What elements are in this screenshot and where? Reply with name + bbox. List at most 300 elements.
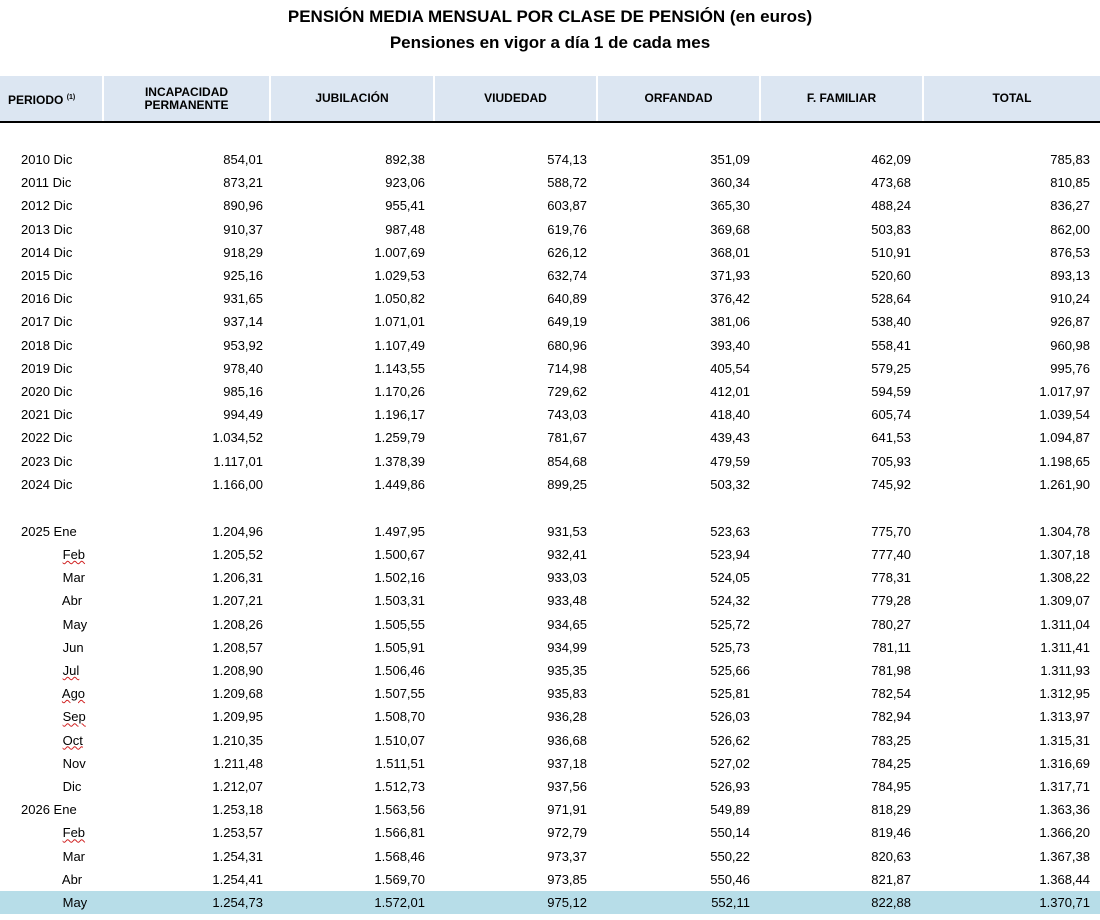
f-familiar-value: 783,25 [871,732,911,748]
period-month: Dic [53,244,73,260]
total-value: 1.315,31 [1039,732,1090,748]
period-year: 2026 [21,802,50,818]
viudedad-value: 936,68 [547,732,587,748]
period-cell [0,821,103,844]
jubilacion-value: 1.500,67 [374,547,425,563]
incapacidad-value: 1.034,52 [212,430,263,446]
f-familiar-value: 822,88 [760,891,923,914]
f-familiar-value: 784,25 [871,755,911,771]
table-row [0,473,1100,496]
period-cell [0,891,103,914]
incapacidad-value: 931,65 [223,291,263,307]
column-header-viudedad: VIUDEDAD [434,76,597,122]
period-cell [0,543,103,566]
table-row [0,821,1100,844]
viudedad-value: 934,99 [547,639,587,655]
incapacidad-value: 978,40 [223,360,263,376]
total-value: 1.308,22 [1039,570,1090,586]
table-row [0,844,1100,867]
f-familiar-value: 605,74 [871,407,911,423]
table-row [0,543,1100,566]
period-cell [0,194,103,217]
period-cell [0,566,103,589]
incapacidad-value: 1.166,00 [212,476,263,492]
period-month: Jul [62,663,80,679]
total-value: 1.017,97 [1039,383,1090,399]
viudedad-value: 574,13 [547,152,587,168]
period-month: Dic [53,407,73,423]
period-cell [0,310,103,333]
jubilacion-value: 1.510,07 [374,732,425,748]
table-body [0,122,1100,914]
orfandad-value: 368,01 [710,244,750,260]
orfandad-value: 550,14 [710,825,750,841]
jubilacion-value: 1.512,73 [374,778,425,794]
total-value: 910,24 [1050,291,1090,307]
jubilacion-value: 1.511,51 [375,755,425,771]
total-value: 1.313,97 [1039,709,1090,725]
jubilacion-value: 1.170,26 [374,383,425,399]
period-month: Dic [53,314,73,330]
f-familiar-value: 528,64 [871,291,911,307]
incapacidad-value: 1.207,21 [212,593,263,609]
incapacidad-value: 910,37 [223,221,263,237]
orfandad-value: 503,32 [710,476,750,492]
table-row [0,403,1100,426]
total-value: 1.363,36 [1039,802,1090,818]
period-month: Dic [53,430,73,446]
period-month: Mar [62,848,86,864]
period-cell [0,868,103,891]
total-value: 995,76 [1050,360,1090,376]
orfandad-value: 550,46 [710,871,750,887]
incapacidad-value: 925,16 [223,268,263,284]
table-row [0,752,1100,775]
table-row [0,310,1100,333]
period-month: May [62,894,88,910]
period-month: Dic [52,175,72,191]
table-row [0,775,1100,798]
incapacidad-value: 1.208,90 [212,663,263,679]
incapacidad-value: 873,21 [223,175,263,191]
table-row [0,264,1100,287]
period-month: Dic [53,383,73,399]
period-cell [0,775,103,798]
period-cell [0,264,103,287]
viudedad-value: 934,65 [547,616,587,632]
jubilacion-value: 955,41 [385,198,425,214]
f-familiar-value: 778,31 [871,570,911,586]
table-row [0,613,1100,636]
column-header-incapacidad: INCAPACIDAD PERMANENTE [103,76,270,122]
period-year: 2011 [21,175,49,191]
viudedad-value: 640,89 [547,291,587,307]
orfandad-value: 526,03 [710,709,750,725]
orfandad-value: 524,32 [710,593,750,609]
incapacidad-value: 1.205,52 [212,547,263,563]
period-cell [0,148,103,171]
period-month: Dic [53,198,73,214]
period-month: Dic [53,268,73,284]
jubilacion-value: 1.505,91 [374,639,425,655]
jubilacion-value: 1.503,31 [374,593,425,609]
orfandad-value: 479,59 [710,453,750,469]
f-familiar-value: 784,95 [871,778,911,794]
period-cell [0,705,103,728]
title-block [0,6,1100,54]
period-year: 2015 [21,268,50,284]
period-cell [0,752,103,775]
jubilacion-value: 923,06 [385,175,425,191]
column-header-f-familiar: F. FAMILIAR [760,76,923,122]
f-familiar-value: 641,53 [871,430,911,446]
viudedad-value: 619,76 [547,221,587,237]
viudedad-value: 632,74 [547,268,587,284]
period-cell [0,357,103,380]
total-value: 876,53 [1050,244,1090,260]
orfandad-value: 550,22 [710,848,750,864]
incapacidad-value: 1.206,31 [212,570,263,586]
orfandad-value: 439,43 [710,430,750,446]
f-familiar-value: 779,28 [871,593,911,609]
jubilacion-value: 1.196,17 [374,407,425,423]
viudedad-value: 935,83 [547,686,587,702]
total-value: 810,85 [1050,175,1090,191]
table-row [0,868,1100,891]
period-cell [0,473,103,496]
f-familiar-value: 777,40 [871,547,911,563]
period-month: Oct [62,732,83,748]
jubilacion-value: 1.071,01 [374,314,425,330]
period-month: May [62,616,88,632]
viudedad-value: 933,03 [547,570,587,586]
table-row [0,798,1100,821]
table-row [0,171,1100,194]
period-year: 2016 [21,291,50,307]
table-row [0,682,1100,705]
f-familiar-value: 473,68 [871,175,911,191]
table-row [0,357,1100,380]
orfandad-value: 552,11 [597,891,760,914]
orfandad-value: 526,93 [710,778,750,794]
viudedad-value: 899,25 [547,476,587,492]
table-row [0,566,1100,589]
orfandad-value: 381,06 [710,314,750,330]
period-year: 2013 [21,221,50,237]
period-cell [0,844,103,867]
f-familiar-value: 782,94 [871,709,911,725]
total-value: 1.309,07 [1039,593,1090,609]
incapacidad-value: 994,49 [223,407,263,423]
viudedad-value: 973,85 [547,871,587,887]
viudedad-value: 603,87 [547,198,587,214]
period-cell [0,520,103,543]
period-month: Dic [53,360,73,376]
total-value: 1.307,18 [1039,547,1090,563]
jubilacion-value: 987,48 [385,221,425,237]
orfandad-value: 405,54 [710,360,750,376]
f-familiar-value: 579,25 [871,360,911,376]
viudedad-value: 937,18 [547,755,587,771]
jubilacion-value: 1.007,69 [374,244,425,260]
table-row [0,218,1100,241]
period-cell [0,636,103,659]
jubilacion-value: 1.050,82 [374,291,425,307]
orfandad-value: 418,40 [710,407,750,423]
section-gap [0,496,1100,520]
orfandad-value: 526,62 [710,732,750,748]
viudedad-value: 972,79 [547,825,587,841]
period-year: 2025 [21,523,50,539]
page-title: PENSIÓN MEDIA MENSUAL POR CLASE DE PENSIÓN (en euros) [287,7,813,26]
incapacidad-value: 918,29 [223,244,263,260]
viudedad-value: 729,62 [547,383,587,399]
f-familiar-value: 462,09 [871,152,911,168]
period-cell [0,380,103,403]
f-familiar-value: 781,11 [872,639,911,655]
total-value: 1.368,44 [1039,871,1090,887]
f-familiar-value: 745,92 [871,476,911,492]
total-value: 1.312,95 [1039,686,1090,702]
period-year: 2023 [21,453,50,469]
orfandad-value: 351,09 [710,152,750,168]
incapacidad-value: 1.254,73 [103,891,270,914]
period-cell [0,613,103,636]
table-row [0,148,1100,171]
column-header-periodo: PERIODO $^{(1)}$ [0,76,103,122]
jubilacion-value: 1.508,70 [374,709,425,725]
jubilacion-value: 892,38 [385,152,425,168]
table-row [0,194,1100,217]
table-row [0,891,1100,914]
header-spacer [0,122,1100,148]
period-month: Nov [62,755,86,771]
orfandad-value: 524,05 [710,570,750,586]
period-month: Ene [53,802,77,818]
jubilacion-value: 1.507,55 [374,686,425,702]
f-familiar-value: 820,63 [871,848,911,864]
period-cell [0,659,103,682]
column-header-total: TOTAL [923,76,1100,122]
period-month: Mar [62,570,86,586]
incapacidad-value: 1.204,96 [212,523,263,539]
viudedad-value: 588,72 [547,175,587,191]
f-familiar-value: 782,54 [871,686,911,702]
period-month: Dic [53,476,73,492]
period-year: 2020 [21,383,50,399]
total-value: 1.304,78 [1039,523,1090,539]
viudedad-value: 932,41 [547,547,587,563]
f-familiar-value: 819,46 [871,825,911,841]
viudedad-value: 933,48 [547,593,587,609]
period-cell [0,426,103,449]
total-value: 1.198,65 [1039,453,1090,469]
viudedad-value: 626,12 [547,244,587,260]
incapacidad-value: 937,14 [223,314,263,330]
viudedad-value: 936,28 [547,709,587,725]
page-subtitle: Pensiones en vigor a día 1 de cada mes [389,33,711,52]
orfandad-value: 549,89 [710,802,750,818]
table-row [0,241,1100,264]
period-month: Feb [62,547,86,563]
incapacidad-value: 1.253,57 [212,825,263,841]
column-header-orfandad: ORFANDAD [597,76,760,122]
period-cell [0,589,103,612]
jubilacion-value: 1.259,79 [374,430,425,446]
orfandad-value: 393,40 [710,337,750,353]
period-month: Feb [62,825,86,841]
period-year: 2018 [21,337,50,353]
table-row [0,729,1100,752]
viudedad-value: 937,56 [547,778,587,794]
period-cell [0,798,103,821]
incapacidad-value: 1.209,68 [212,686,263,702]
jubilacion-value: 1.502,16 [374,570,425,586]
period-month: Abr [61,871,83,887]
orfandad-value: 523,63 [710,523,750,539]
total-value: 1.311,41 [1040,639,1090,655]
viudedad-value: 781,67 [547,430,587,446]
orfandad-value: 376,42 [710,291,750,307]
table-row [0,589,1100,612]
table-row [0,659,1100,682]
incapacidad-value: 890,96 [223,198,263,214]
f-familiar-value: 775,70 [871,523,911,539]
period-cell [0,682,103,705]
table-header [0,76,1100,122]
period-month: Sep [62,709,86,725]
total-value: 836,27 [1050,198,1090,214]
viudedad-value: 975,12 [434,891,597,914]
table-row [0,636,1100,659]
orfandad-value: 523,94 [710,547,750,563]
viudedad-value: 971,91 [547,802,587,818]
period-year: 2021 [21,407,50,423]
total-value: 1.317,71 [1039,778,1090,794]
incapacidad-value: 1.208,57 [212,639,263,655]
period-cell [0,729,103,752]
period-cell [0,449,103,472]
period-year: 2012 [21,198,50,214]
footnote-marker: (1) [66,93,76,101]
orfandad-value: 369,68 [710,221,750,237]
period-cell [0,287,103,310]
total-value: 785,83 [1050,152,1090,168]
f-familiar-value: 520,60 [871,268,911,284]
orfandad-value: 365,30 [710,198,750,214]
viudedad-value: 935,35 [547,663,587,679]
period-month: Dic [53,221,73,237]
viudedad-value: 973,37 [547,848,587,864]
f-familiar-value: 558,41 [871,337,911,353]
jubilacion-value: 1.378,39 [374,453,425,469]
f-familiar-value: 818,29 [871,802,911,818]
table-row [0,426,1100,449]
table-row [0,380,1100,403]
period-cell [0,403,103,426]
jubilacion-value: 1.568,46 [374,848,425,864]
total-value: 960,98 [1050,337,1090,353]
orfandad-value: 412,01 [710,383,750,399]
period-month: Ene [53,523,77,539]
jubilacion-value: 1.143,55 [374,360,425,376]
jubilacion-value: 1.563,56 [374,802,425,818]
period-month: Dic [53,152,73,168]
incapacidad-value: 1.210,35 [212,732,263,748]
incapacidad-value: 1.253,18 [212,802,263,818]
jubilacion-value: 1.497,95 [374,523,425,539]
jubilacion-value: 1.566,81 [374,825,425,841]
total-value: 1.316,69 [1039,755,1090,771]
viudedad-value: 714,98 [547,360,587,376]
period-month: Ago [61,686,86,702]
period-month: Dic [53,337,73,353]
incapacidad-value: 985,16 [223,383,263,399]
period-year: 2014 [21,244,50,260]
incapacidad-value: 854,01 [223,152,263,168]
jubilacion-value: 1.505,55 [374,616,425,632]
viudedad-value: 854,68 [547,453,587,469]
viudedad-value: 649,19 [547,314,587,330]
table-row [0,705,1100,728]
period-cell [0,218,103,241]
incapacidad-value: 1.254,41 [212,871,263,887]
jubilacion-value: 1.107,49 [374,337,425,353]
jubilacion-value: 1.029,53 [374,268,425,284]
jubilacion-value: 1.449,86 [374,476,425,492]
table-row [0,334,1100,357]
viudedad-value: 743,03 [547,407,587,423]
f-familiar-value: 488,24 [871,198,911,214]
f-familiar-value: 503,83 [871,221,911,237]
period-year: 2017 [21,314,50,330]
total-value: 926,87 [1050,314,1090,330]
total-value: 1.311,04 [1040,616,1090,632]
jubilacion-value: 1.572,01 [270,891,434,914]
orfandad-value: 525,81 [710,686,750,702]
orfandad-value: 525,73 [710,639,750,655]
viudedad-value: 680,96 [547,337,587,353]
f-familiar-value: 510,91 [871,244,911,260]
jubilacion-value: 1.506,46 [374,663,425,679]
orfandad-value: 525,72 [710,616,750,632]
orfandad-value: 527,02 [710,755,750,771]
incapacidad-value: 1.209,95 [212,709,263,725]
f-familiar-value: 821,87 [871,871,911,887]
incapacidad-value: 1.212,07 [212,778,263,794]
table-row [0,287,1100,310]
period-year: 2010 [21,152,50,168]
jubilacion-value: 1.569,70 [374,871,425,887]
period-month: Jun [62,639,84,655]
total-value: 862,00 [1050,221,1090,237]
period-year: 2019 [21,360,50,376]
pension-table [0,76,1100,914]
table-row [0,520,1100,543]
period-year: 2024 [21,476,50,492]
total-value: 1.094,87 [1039,430,1090,446]
table-row [0,449,1100,472]
total-value: 1.311,93 [1040,663,1090,679]
total-value: 893,13 [1050,268,1090,284]
f-familiar-value: 705,93 [871,453,911,469]
period-cell [0,334,103,357]
orfandad-value: 360,34 [710,175,750,191]
total-value: 1.367,38 [1039,848,1090,864]
period-year: 2022 [21,430,50,446]
period-cell [0,171,103,194]
f-familiar-value: 594,59 [871,383,911,399]
